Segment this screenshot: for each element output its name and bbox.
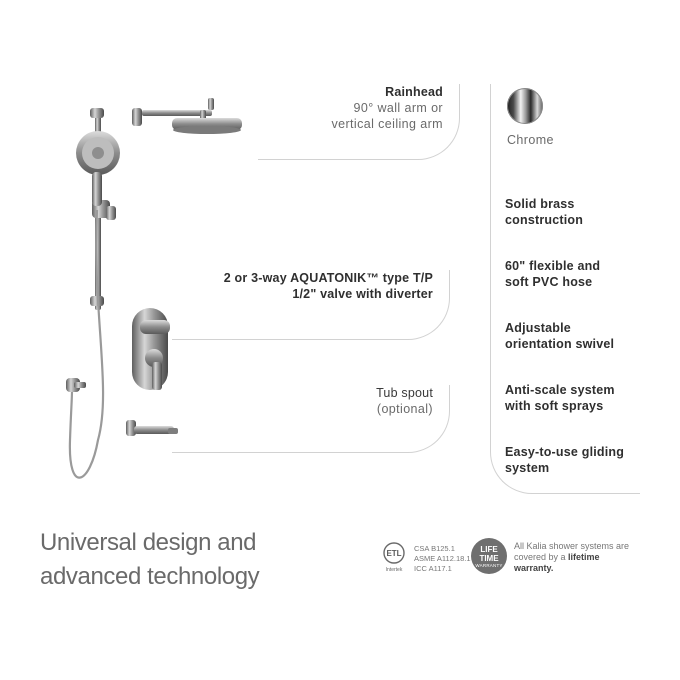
feature-line: construction [505, 213, 584, 227]
feature-line: orientation swivel [505, 337, 615, 351]
wall-outlet [66, 378, 86, 392]
warranty-text [514, 541, 634, 574]
valve-line1: 2 or 3-way AQUATONIK™ type T/P [223, 271, 433, 285]
feature-line: system [505, 461, 550, 475]
certification-standards: CSA B125.1 ASME A112.18.1 ICC A117.1 [414, 544, 471, 573]
valve-callout [172, 270, 450, 340]
feature-item [505, 320, 614, 352]
badge-top: LIFE [480, 544, 498, 554]
etl-certification-icon [377, 540, 411, 574]
headline [40, 526, 259, 594]
intertek-text: Intertek [385, 567, 403, 573]
feature-line: Anti-scale system [505, 383, 615, 397]
feature-column [490, 84, 640, 494]
hand-shower [76, 131, 120, 206]
valve-line2: 1/2" valve with diverter [292, 287, 433, 301]
warranty-prefix: All Kalia shower systems are covered by a [514, 541, 630, 562]
tub-spout-callout [172, 385, 450, 453]
feature-line: soft PVC hose [505, 275, 593, 289]
feature-item [505, 196, 583, 228]
lifetime-warranty-badge [471, 538, 507, 574]
rainhead [132, 98, 242, 134]
headline-line1: Universal design and [40, 529, 257, 556]
feature-line: Adjustable [505, 321, 571, 335]
feature-line: with soft sprays [505, 399, 604, 413]
badge-sub: WARRANTY [475, 562, 503, 568]
feature-item [505, 444, 624, 476]
feature-line: Easy-to-use gliding [505, 445, 625, 459]
feature-item [505, 382, 615, 414]
chrome-finish-swatch [507, 88, 543, 124]
badge-bottom: TIME [479, 553, 499, 563]
etl-text: ETL [386, 549, 402, 558]
feature-item [505, 258, 600, 290]
rainhead-line2: vertical ceiling arm [331, 117, 443, 131]
tub-spout-title: Tub spout [376, 386, 433, 400]
headline-line2: advanced technology [40, 563, 260, 590]
rainhead-line1: 90° wall arm or [353, 101, 443, 115]
tub-spout [126, 420, 178, 436]
warranty-bold: lifetime warranty. [514, 552, 600, 573]
feature-line: 60" flexible and [505, 259, 601, 273]
feature-line: Solid brass [505, 197, 575, 211]
rainhead-title: Rainhead [385, 85, 443, 99]
tub-spout-line2: (optional) [376, 402, 433, 416]
rainhead-callout [258, 84, 460, 160]
thermostatic-valve [132, 308, 170, 390]
finish-label: Chrome [507, 133, 554, 147]
